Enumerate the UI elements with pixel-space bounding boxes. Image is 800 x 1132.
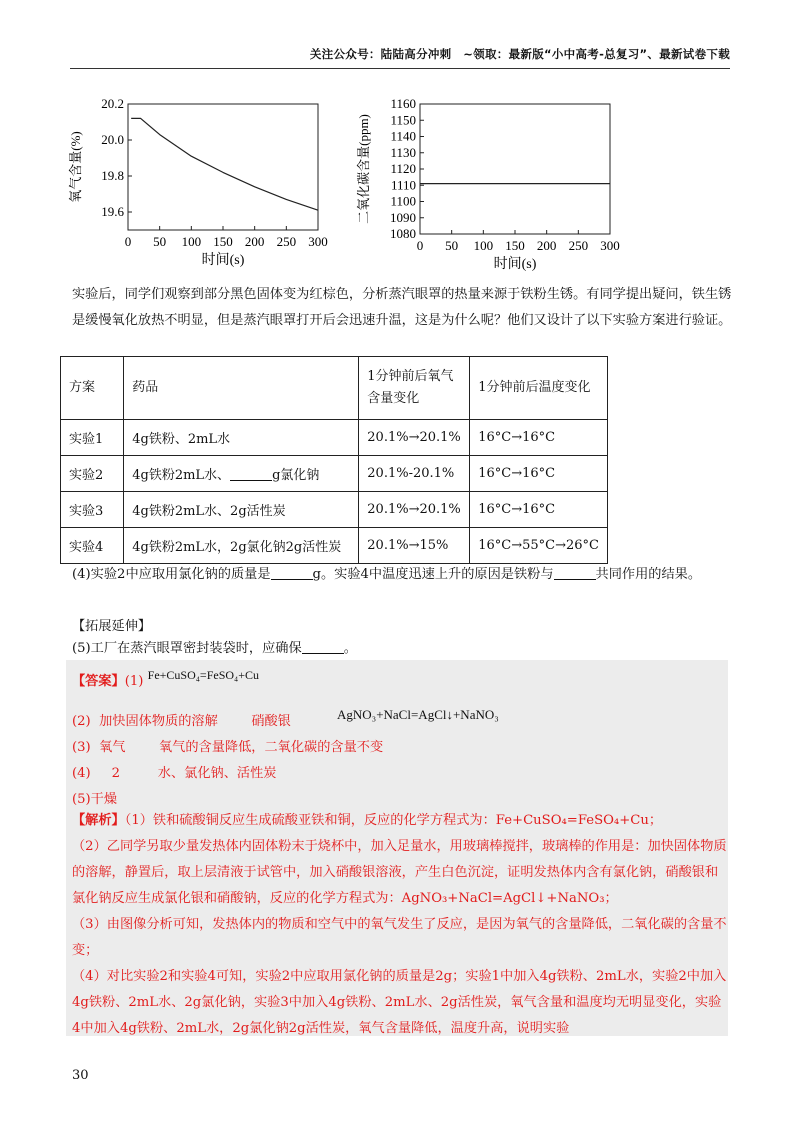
fill-blank bbox=[271, 567, 313, 580]
q4-text-mid: g。实验4中温度迅速上升的原因是铁粉与 bbox=[312, 567, 554, 582]
plot-frame bbox=[420, 104, 610, 234]
table-cell-drug bbox=[124, 456, 359, 492]
answer-label: 【答案】 bbox=[72, 674, 125, 689]
answer-line-3 bbox=[72, 736, 383, 755]
x-tick-label: 100 bbox=[181, 234, 202, 249]
y-tick-label: 19.8 bbox=[101, 168, 124, 183]
y-tick-label: 20.2 bbox=[101, 96, 124, 111]
x-tick-label: 0 bbox=[124, 234, 132, 249]
table-row bbox=[61, 420, 608, 456]
x-axis-label: 时间(s) bbox=[493, 257, 537, 272]
y-tick-label: 1140 bbox=[390, 128, 416, 144]
x-tick-label: 200 bbox=[536, 238, 557, 253]
analysis-p2: （2）乙同学另取少量发热体内固体粉末于烧杯中，加入足量水，用玻璃棒搅拌，玻璃棒的作用是：加快固体物质的溶解，静置后，取上层清液于试管中，加入硝酸银溶液，产生白色沉淀，证明发热体内含有氯化钠，硝酸银和氯化钠反应生成氯化银和硝酸钠，反应的化学方程式为：AgNO₃+NaCl=AgCl↓+NaNO₃； bbox=[72, 839, 727, 906]
table-row bbox=[61, 456, 608, 492]
table-cell-plan: 实验4 bbox=[61, 528, 124, 564]
table-cell-plan: 实验2 bbox=[61, 456, 124, 492]
y-tick-label: 1130 bbox=[390, 144, 416, 160]
table-header-cell: 1分钟前后温度变化 bbox=[470, 357, 608, 420]
table-row bbox=[61, 492, 608, 528]
experiment-table bbox=[60, 356, 608, 564]
x-tick-label: 150 bbox=[505, 238, 525, 253]
answer-num: (1) bbox=[124, 674, 144, 689]
x-tick-label: 250 bbox=[568, 238, 589, 253]
question-4 bbox=[72, 562, 732, 588]
answer-text: 氧气的含量降低，二氧化碳的含量不变 bbox=[159, 740, 384, 755]
drug-text-pre: 4g铁粉2mL水、 bbox=[132, 468, 231, 483]
x-tick-label: 300 bbox=[308, 234, 328, 249]
q4-text-pre: (4)实验2中应取用氯化钠的质量是 bbox=[72, 567, 271, 582]
x-tick-label: 0 bbox=[416, 238, 424, 253]
table-cell-plan: 实验1 bbox=[61, 420, 124, 456]
answer-line-1 bbox=[72, 668, 259, 689]
page-number: 30 bbox=[72, 1068, 89, 1083]
y-tick-label: 1150 bbox=[390, 112, 416, 128]
x-tick-label: 300 bbox=[600, 238, 620, 253]
analysis-p4: （4）对比实验2和实验4可知，实验2中应取用氯化钠的质量是2g；实验1中加入4g铁粉、2mL水，实验2中加入4g铁粉、2mL水、2g氯化钠，实验3中加入4g铁粉、2mL水、2g活性炭，氧气含量和温度均无明显变化，实验4中加入4g铁粉、2mL水，2g氯化钠2g活性炭，氧气含量降低，温度升高，说明实验 bbox=[72, 969, 727, 1036]
answer-text: 加快固体物质的溶解 bbox=[99, 714, 218, 729]
y-tick-label: 1100 bbox=[390, 193, 416, 209]
y-tick-label: 1110 bbox=[390, 177, 416, 193]
y-axis-label: 氧气含量(%) bbox=[68, 131, 83, 203]
x-tick-label: 50 bbox=[153, 234, 167, 249]
y-axis-label: 二氧化碳含量(ppm) bbox=[356, 114, 371, 224]
drug-text-post: g氯化钠 bbox=[272, 468, 320, 483]
answer-num: (4) bbox=[72, 766, 91, 781]
header-rule bbox=[70, 68, 730, 69]
table-cell-temp: 16°C→55°C→26°C bbox=[470, 528, 608, 564]
page-header: 关注公众号：陆陆高分冲刺 ~领取：最新版“小中高考-总复习”、最新试卷下载 bbox=[309, 47, 730, 61]
y-tick-label: 1090 bbox=[390, 209, 416, 225]
x-tick-label: 200 bbox=[244, 234, 265, 249]
x-tick-label: 100 bbox=[473, 238, 494, 253]
answer-line-2 bbox=[72, 707, 499, 729]
analysis-p1 bbox=[72, 808, 728, 834]
table-cell-drug: 4g铁粉2mL水、2g活性炭 bbox=[124, 492, 359, 528]
fill-blank bbox=[302, 641, 344, 654]
table-header-cell: 药品 bbox=[124, 357, 359, 420]
question-5 bbox=[72, 636, 732, 662]
answer-num: (2) bbox=[72, 714, 91, 729]
analysis-p3: （3）由图像分析可知，发热体内的物质和空气中的氧气发生了反应，是因为氧气的含量降低，二氧化碳的含量不变； bbox=[72, 917, 727, 958]
answer-formula: AgNO₃+NaCl=AgCl↓+NaNO₃ bbox=[337, 707, 499, 722]
q4-text-post: 共同作用的结果。 bbox=[595, 567, 702, 582]
table-cell-drug: 4g铁粉、2mL水 bbox=[124, 420, 359, 456]
x-axis-label: 时间(s) bbox=[201, 253, 245, 268]
table-header-row bbox=[61, 357, 608, 420]
x-tick-label: 50 bbox=[445, 238, 459, 253]
oxygen-chart bbox=[66, 92, 336, 272]
intro-paragraph: 实验后，同学们观察到部分黑色固体变为红棕色，分析蒸汽眼罩的热量来源于铁粉生锈。有同学提出疑问，铁生锈是缓慢氧化放热不明显，但是蒸汽眼罩打开后会迅速升温，这是为什么呢？他们又设计了以下实验方案进行验证。 bbox=[72, 287, 732, 328]
y-tick-label: 1080 bbox=[390, 226, 416, 241]
y-tick-label: 19.6 bbox=[101, 204, 124, 219]
table-header-cell: 方案 bbox=[61, 357, 124, 420]
table-cell-o2: 20.1%→15% bbox=[359, 528, 470, 564]
x-tick-label: 250 bbox=[276, 234, 297, 249]
series-line bbox=[131, 118, 318, 210]
table-cell-temp: 16°C→16°C bbox=[470, 492, 608, 528]
answer-text: 硝酸银 bbox=[251, 714, 291, 729]
table-cell-temp: 16°C→16°C bbox=[470, 420, 608, 456]
table-cell-plan: 实验3 bbox=[61, 492, 124, 528]
analysis-text: （1）铁和硫酸铜反应生成硫酸亚铁和铜，反应的化学方程式为：Fe+CuSO₄=FeSO₄+Cu； bbox=[124, 813, 663, 828]
table-header-cell: 1分钟前后氧气含量变化 bbox=[359, 357, 470, 420]
plot-frame bbox=[128, 104, 318, 230]
fill-blank bbox=[554, 567, 596, 580]
extension-heading: 【拓展延伸】 bbox=[72, 619, 152, 634]
q5-text-post: 。 bbox=[343, 641, 357, 656]
answer-formula: Fe+CuSO₄=FeSO₄+Cu bbox=[147, 668, 259, 682]
answer-text: 水、氯化钠、活性炭 bbox=[157, 766, 277, 781]
answer-num: (3) bbox=[72, 740, 91, 755]
answer-text: 2 bbox=[111, 766, 121, 781]
answer-line-5: (5)干燥 bbox=[72, 792, 118, 807]
analysis-label: 【解析】 bbox=[72, 813, 125, 828]
q5-text-pre: (5)工厂在蒸汽眼罩密封装袋时，应确保 bbox=[72, 641, 302, 656]
y-tick-label: 1120 bbox=[390, 161, 416, 176]
table-cell-o2: 20.1%→20.1% bbox=[359, 420, 470, 456]
y-tick-label: 1160 bbox=[390, 96, 416, 111]
answer-text: 氧气 bbox=[99, 740, 126, 755]
y-tick-label: 20.0 bbox=[101, 132, 124, 147]
x-tick-label: 150 bbox=[213, 234, 233, 249]
answer-line-4 bbox=[72, 762, 276, 781]
co2-chart bbox=[356, 92, 626, 272]
table-cell-o2: 20.1%-20.1% bbox=[359, 456, 470, 492]
table-row bbox=[61, 528, 608, 564]
table-cell-temp: 16°C→16°C bbox=[470, 456, 608, 492]
table-cell-o2: 20.1%→20.1% bbox=[359, 492, 470, 528]
table-cell-drug: 4g铁粉2mL水，2g氯化钠2g活性炭 bbox=[124, 528, 359, 564]
fill-blank bbox=[230, 468, 272, 481]
